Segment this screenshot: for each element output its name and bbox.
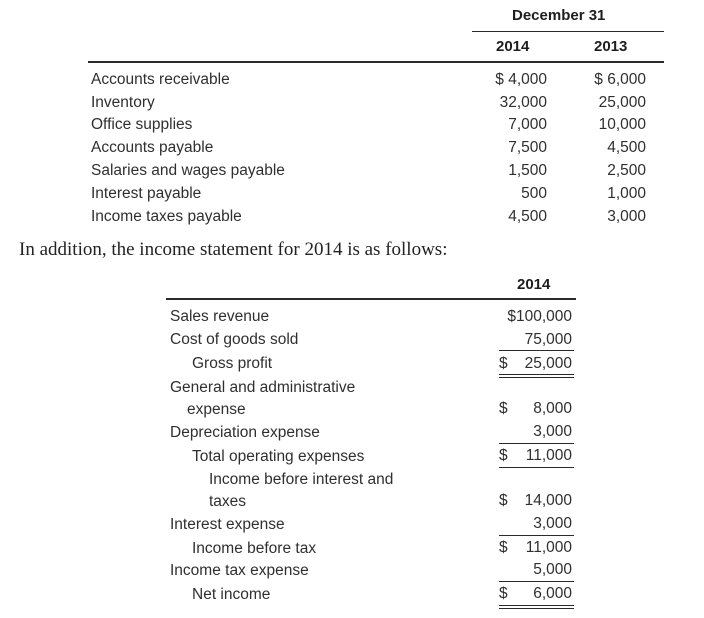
income-row-label: General and administrative	[170, 379, 356, 396]
income-row-label: Depreciation expense	[170, 424, 320, 441]
balance-row-label: Accounts payable	[91, 139, 214, 156]
total-rule	[499, 377, 574, 378]
dec31-header: December 31	[512, 7, 606, 24]
header-rule	[88, 61, 664, 63]
balance-row-2014: 1,500	[508, 162, 547, 179]
income-row-label: Interest expense	[170, 516, 285, 533]
balance-row-2014: 4,500	[508, 208, 547, 225]
income-row-label: Income before tax	[192, 540, 317, 557]
income-row-label: Income before interest and	[209, 471, 394, 488]
income-row-value: $100,000	[507, 308, 572, 325]
income-row-value	[499, 585, 572, 603]
income-row-value	[499, 447, 572, 465]
income-row-value: 75,000	[524, 331, 572, 348]
balance-row-2013: $ 6,000	[594, 71, 646, 88]
subtotal-rule	[499, 467, 574, 468]
dollar-sign: $	[499, 355, 508, 372]
balance-row-2014: 7,500	[508, 139, 547, 156]
income-row-label: Cost of goods sold	[170, 331, 299, 348]
income-row-label: Net income	[192, 586, 271, 603]
income-row-value	[499, 400, 572, 418]
amount: 11,000	[525, 539, 572, 556]
income-row-value	[499, 539, 572, 557]
income-row-value	[499, 355, 572, 373]
intro-text: In addition, the income statement for 2014 is as follows:	[19, 239, 448, 260]
dollar-sign: $	[499, 400, 508, 417]
amount: 14,000	[524, 492, 572, 509]
balance-row-2013: 3,000	[607, 208, 646, 225]
income-row-value: 3,000	[533, 515, 572, 532]
balance-row-2013: 2,500	[607, 162, 646, 179]
balance-row-2014: 500	[521, 185, 547, 202]
total-rule	[499, 374, 574, 375]
income-row-value	[499, 492, 572, 510]
dollar-sign: $	[499, 585, 508, 602]
balance-row-label: Income taxes payable	[91, 208, 242, 225]
balance-row-label: Interest payable	[91, 185, 202, 202]
income-row-label: expense	[187, 401, 246, 418]
balance-row-label: Inventory	[91, 94, 155, 111]
amount: 8,000	[533, 400, 572, 417]
amount: 11,000	[525, 447, 572, 464]
dec31-underline	[472, 31, 664, 32]
net-income-double-rule	[499, 605, 574, 606]
income-header-rule	[166, 298, 576, 300]
net-income-double-rule	[499, 608, 574, 609]
subtotal-rule	[499, 535, 574, 536]
amount: 25,000	[524, 355, 572, 372]
subtotal-rule	[499, 443, 574, 444]
income-row-label: Income tax expense	[170, 562, 309, 579]
income-row-value: 3,000	[533, 423, 572, 440]
income-col-2014-header: 2014	[517, 276, 551, 293]
balance-row-2013: 1,000	[607, 185, 646, 202]
dollar-sign: $	[499, 492, 508, 509]
income-row-label: Sales revenue	[170, 308, 270, 325]
col-2013-header: 2013	[594, 38, 628, 55]
balance-row-2013: 25,000	[598, 94, 646, 111]
balance-row-2013: 4,500	[607, 139, 646, 156]
income-row-label: Gross profit	[192, 355, 273, 372]
balance-row-2013: 10,000	[598, 116, 646, 133]
balance-row-2014: 32,000	[499, 94, 547, 111]
balance-row-label: Office supplies	[91, 116, 193, 133]
balance-row-2014: $ 4,000	[495, 71, 547, 88]
dollar-sign: $	[499, 539, 508, 556]
dollar-sign: $	[499, 447, 508, 464]
balance-row-label: Accounts receivable	[91, 71, 230, 88]
subtotal-rule	[499, 581, 574, 582]
income-row-value: 5,000	[533, 561, 572, 578]
income-row-label: Total operating expenses	[192, 448, 365, 465]
col-2014-header: 2014	[496, 38, 530, 55]
income-row-label: taxes	[209, 493, 247, 510]
balance-row-2014: 7,000	[508, 116, 547, 133]
amount: 6,000	[533, 585, 572, 602]
subtotal-rule	[499, 350, 574, 351]
balance-row-label: Salaries and wages payable	[91, 162, 285, 179]
